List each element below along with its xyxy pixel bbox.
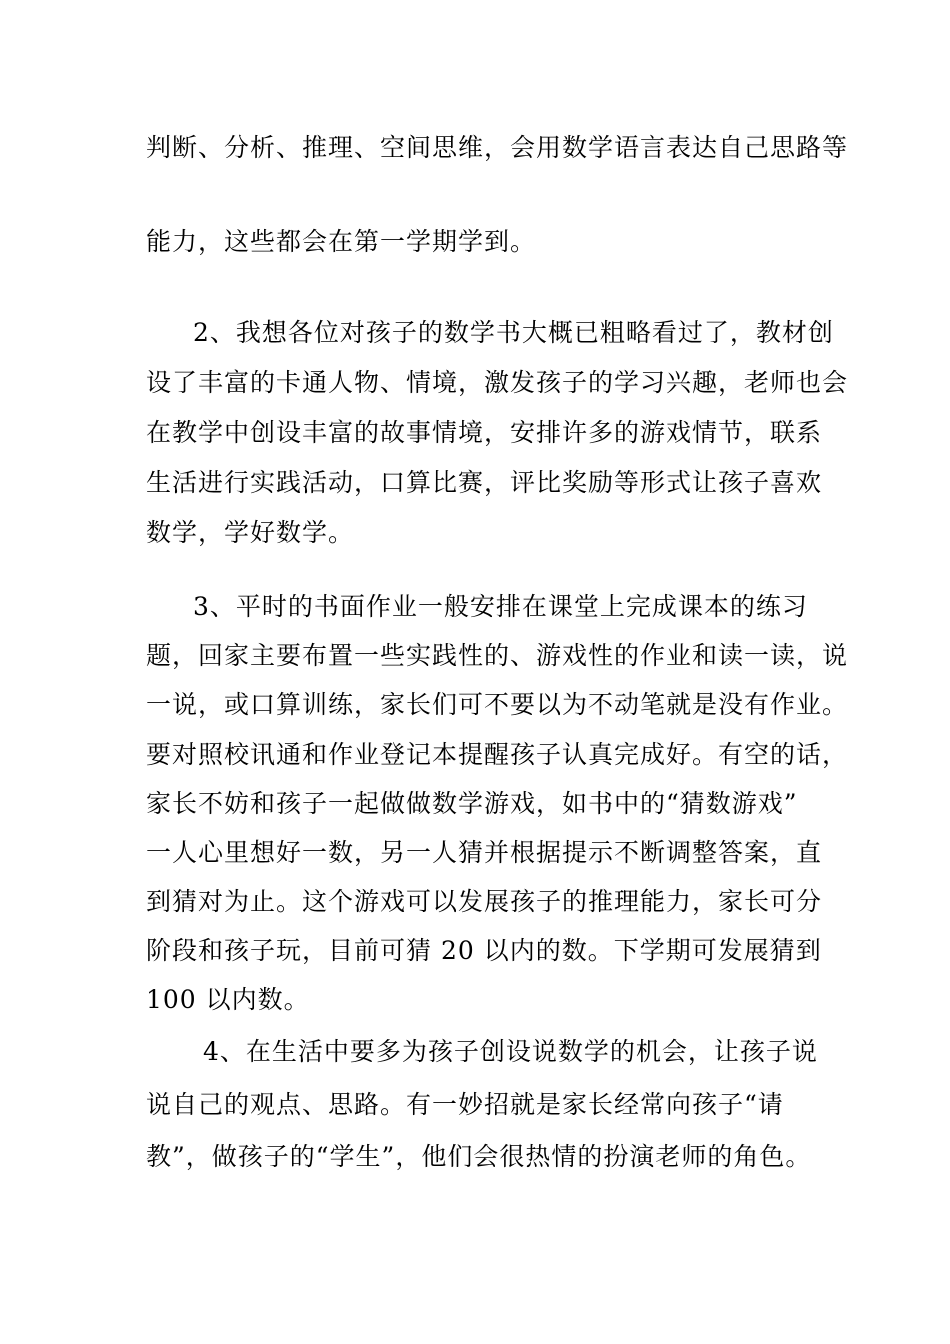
paragraph-line: 判断、分析、推理、空间思维，会用数学语言表达自己思路等 <box>146 133 849 162</box>
paragraph-line: 题，回家主要布置一些实践性的、游戏性的作业和读一读，说 <box>146 641 849 670</box>
paragraph-line: 家长不妨和孩子一起做做数学游戏，如书中的“猜数游戏” <box>146 789 798 818</box>
paragraph-line: 到猜对为止。这个游戏可以发展孩子的推理能力，家长可分 <box>146 887 823 916</box>
paragraph-line: 说自己的观点、思路。有一妙招就是家长经常向孩子“请 <box>146 1090 784 1119</box>
paragraph-line: 100 以内数。 <box>146 985 310 1014</box>
paragraph-line: 阶段和孩子玩，目前可猜 20 以内的数。下学期可发展猜到 <box>146 936 822 965</box>
paragraph-line: 生活进行实践活动，口算比赛，评比奖励等形式让孩子喜欢 <box>146 468 823 497</box>
paragraph-line: 3、平时的书面作业一般安排在课堂上完成课本的练习 <box>193 592 808 621</box>
paragraph-line: 2、我想各位对孩子的数学书大概已粗略看过了，教材创 <box>193 318 834 347</box>
paragraph-line: 一说，或口算训练，家长们可不要以为不动笔就是没有作业。 <box>146 690 849 719</box>
paragraph-line: 在教学中创设丰富的故事情境，安排许多的游戏情节，联系 <box>146 418 823 447</box>
paragraph-line: 教”，做孩子的“学生”，他们会很热情的扮演老师的角色。 <box>146 1142 812 1171</box>
paragraph-line: 4、在生活中要多为孩子创设说数学的机会，让孩子说 <box>203 1037 818 1066</box>
paragraph-line: 能力，这些都会在第一学期学到。 <box>146 227 537 256</box>
paragraph-line: 一人心里想好一数，另一人猜并根据提示不断调整答案，直 <box>146 838 823 867</box>
paragraph-line: 设了丰富的卡通人物、情境，激发孩子的学习兴趣，老师也会 <box>146 368 849 397</box>
paragraph-line: 数学，学好数学。 <box>146 518 355 547</box>
paragraph-line: 要对照校讯通和作业登记本提醒孩子认真完成好。有空的话， <box>146 740 849 769</box>
